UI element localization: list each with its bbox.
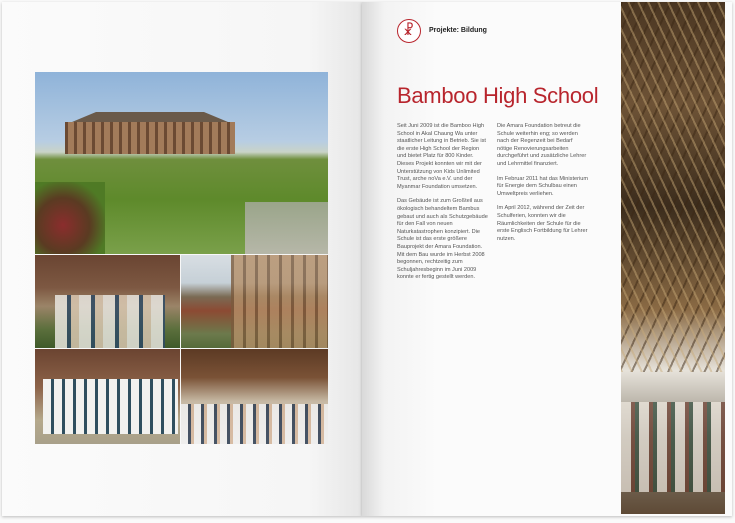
paragraph: Seit Juni 2009 ist die Bamboo High School in Akal Chaung Wa unter staatlicher Leitung in Betrieb. Sie ist die erste High School der Region und bietet Platz für 800 Kinder. Dieses Projekt konnten wir mit der Unterstützung von Kids Unlimited Trust, arche noVa e.V. und der Myanmar Foundation umsetzen. [397,123,486,190]
photo-detail [65,122,235,154]
logo-figure-icon: ☧ [403,23,414,39]
paragraph: Das Gebäude ist zum Großteil aus ökologisch behandeltem Bambus gebaut und auch als Schutzgebäude für den Fall von neuen Naturkatastrophen konzipiert. Die Schule ist das erste größere Bauprojekt der Amara Foundation. Mit dem Bau wurde im Herbst 2008 begonnen, rechtzeitig zum Schuljahresbeginn im Juni 2009 konnte er fertig gestellt werden. [397,198,488,281]
amara-logo-icon [397,19,421,43]
bamboo-interior-photo [621,2,725,514]
photo-detail [43,379,178,434]
bamboo-building-photo [181,255,328,348]
paragraph: Im April 2012, während der Zeit der Schulferien, konnten wir die Räumlichkeiten der Schule für die erste Englisch Fortbildung für Lehrer nutzen. [497,205,588,242]
school-landscape-photo [35,72,328,254]
photo-detail [181,404,328,444]
classroom-photo [181,349,328,444]
text-column-left [397,123,489,289]
photo-detail [35,182,105,254]
photo-detail [621,402,725,492]
paragraph: Im Februar 2011 hat das Ministerium für Energie dem Schulbau einen Umweltpreis verliehen. [497,175,588,197]
photo-detail [245,202,328,254]
article-title: Bamboo High School [397,83,599,108]
photo-detail [231,255,328,348]
schoolchildren-photo [35,255,180,348]
paragraph: Die Amara Foundation betreut die Schule weiterhin eng; so werden nach der Regenzeit bei Bedarf nötige Renovierungsarbeiten durchgeführt und zusätzliche Lehrer und Lehrmittel finanziert. [497,123,587,167]
student-group-photo [35,349,180,444]
section-label: Projekte: Bildung [429,27,487,34]
photo-detail [621,2,725,372]
photo-detail [55,295,165,348]
text-column-right [497,123,589,250]
